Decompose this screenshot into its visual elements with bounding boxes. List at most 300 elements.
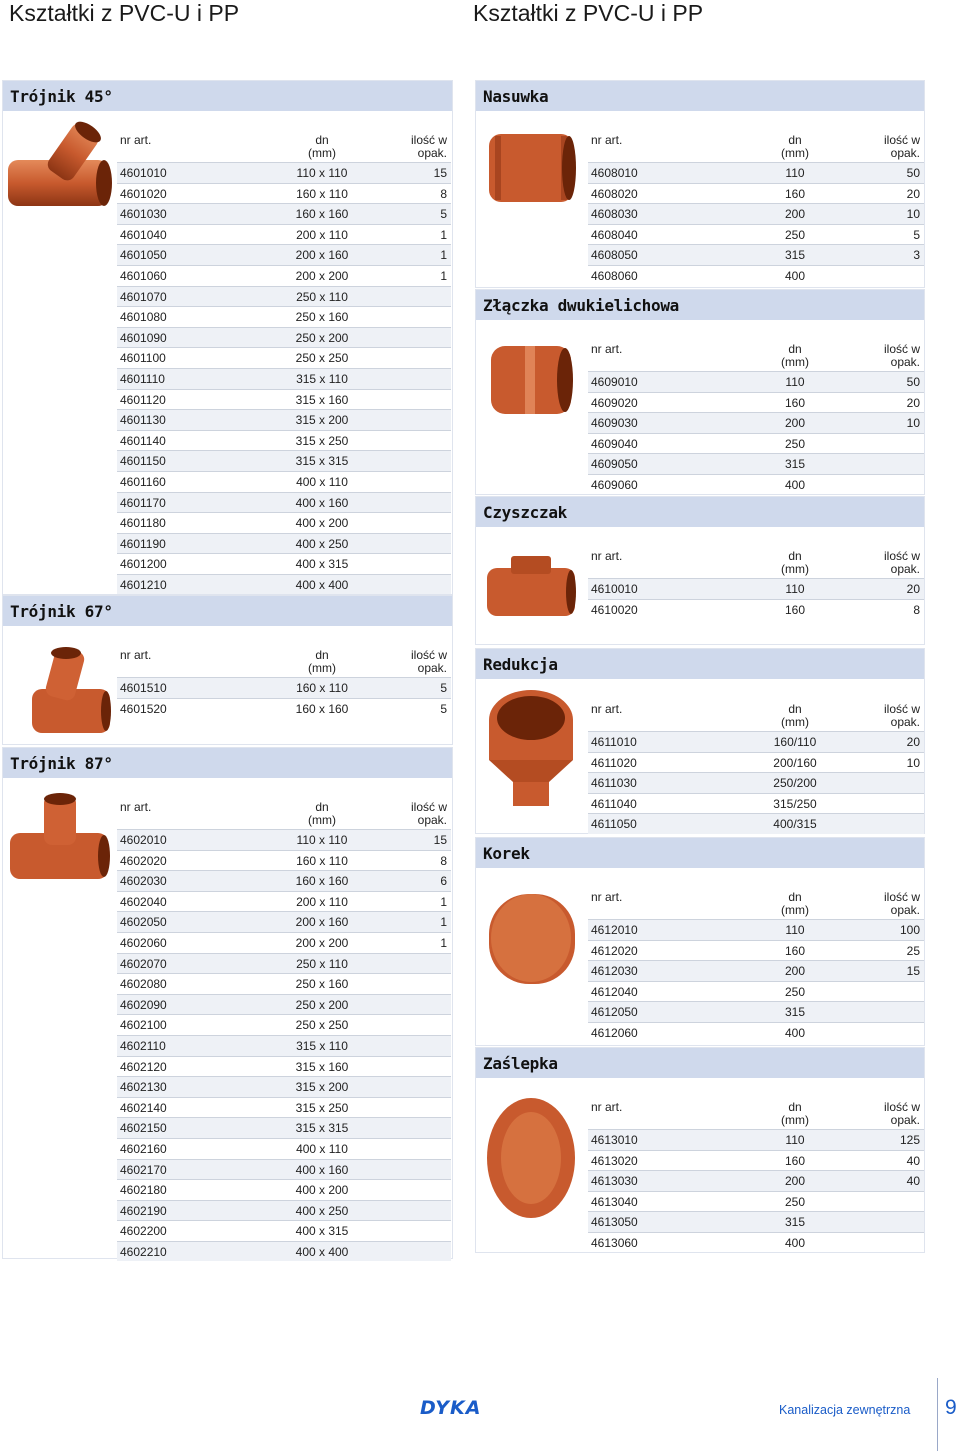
cell-nr-art: 4602120 — [120, 1059, 167, 1074]
table-row — [588, 474, 924, 495]
header-ilosc-line1: ilość w — [410, 133, 447, 147]
cell-dn: 110 — [785, 1133, 805, 1147]
header-dn-line2: (mm) — [781, 1113, 809, 1127]
header-ilosc-line1: ilość w — [883, 133, 920, 147]
cell-nr-art: 4601510 — [120, 681, 167, 695]
cell-dn: 250 x 160 — [295, 977, 349, 992]
cell-dn: 400 x 110 — [296, 474, 348, 489]
cell-ilosc: 20 — [906, 395, 920, 410]
table-header — [588, 1097, 924, 1129]
cell-ilosc: 1 — [440, 894, 447, 909]
table-row — [117, 994, 451, 1015]
header-ilosc — [884, 703, 920, 729]
table-row — [117, 850, 451, 871]
table-trojnik-67 — [117, 645, 451, 718]
table-row — [117, 574, 451, 595]
cell-nr-art: 4602100 — [120, 1018, 167, 1033]
cell-nr-art: 4601100 — [120, 351, 166, 366]
table-row — [588, 371, 924, 392]
cell-dn: 200 — [784, 416, 806, 431]
header-ilosc-line1: ilość w — [410, 648, 447, 662]
cell-ilosc: 1 — [440, 935, 447, 950]
cell-dn: 200/160 — [773, 755, 817, 770]
header-nr: nr art. — [591, 549, 623, 563]
cell-nr-art: 4602170 — [120, 1162, 167, 1177]
cell-dn: 160 x 160 — [295, 874, 349, 889]
table-nasuwka — [588, 130, 924, 286]
table-trojnik-45 — [117, 130, 451, 594]
cell-dn: 250 x 250 — [295, 351, 349, 366]
table-row — [588, 244, 924, 265]
cell-nr-art: 4601180 — [120, 516, 166, 531]
cell-nr-art: 4601160 — [120, 474, 166, 489]
table-zaslepka — [588, 1097, 924, 1253]
table-row — [588, 940, 924, 961]
cell-dn: 250 x 110 — [296, 956, 348, 971]
header-dn-line1: dn — [788, 342, 802, 356]
cell-dn: 250 x 200 — [295, 997, 349, 1012]
cell-nr-art: 4601050 — [120, 248, 167, 263]
header-ilosc-line2: opak. — [890, 715, 920, 729]
header-ilosc-line2: opak. — [890, 355, 920, 369]
cell-nr-art: 4601080 — [120, 310, 167, 325]
cell-nr-art: 4611030 — [591, 776, 637, 791]
cell-ilosc: 125 — [899, 1133, 920, 1147]
header-nr: nr art. — [591, 702, 623, 716]
cell-nr-art: 4610020 — [591, 602, 638, 617]
cell-nr-art: 4602150 — [120, 1121, 167, 1136]
table-row — [117, 347, 451, 368]
cell-dn: 315 x 110 — [296, 1038, 348, 1053]
header-dn — [765, 550, 825, 576]
table-row — [117, 162, 451, 183]
cell-dn: 110 — [785, 166, 805, 180]
table-row — [588, 752, 924, 773]
cell-nr-art: 4609050 — [591, 457, 638, 472]
cell-nr-art: 4612010 — [591, 923, 638, 937]
table-row — [117, 953, 451, 974]
cell-dn: 200 x 160 — [295, 915, 349, 930]
cell-dn: 315 — [784, 1005, 806, 1020]
cell-nr-art: 4601200 — [120, 557, 167, 572]
cell-dn: 110 — [785, 923, 805, 937]
cell-nr-art: 4601070 — [120, 289, 167, 304]
table-row — [117, 870, 451, 891]
cell-ilosc: 5 — [440, 701, 447, 716]
cell-ilosc: 1 — [440, 268, 447, 283]
cell-dn: 400 x 160 — [295, 495, 349, 510]
header-dn-line1: dn — [315, 133, 329, 147]
cell-dn: 200 x 200 — [295, 935, 349, 950]
cell-nr-art: 4602180 — [120, 1183, 167, 1198]
header-dn-line1: dn — [315, 800, 329, 814]
cell-nr-art: 4608050 — [591, 248, 638, 263]
cell-dn: 200 x 110 — [296, 894, 348, 909]
cell-ilosc: 15 — [433, 166, 447, 180]
header-ilosc-line1: ilość w — [883, 1100, 920, 1114]
header-nr: nr art. — [120, 648, 152, 662]
table-row — [588, 1191, 924, 1212]
cell-nr-art: 4601130 — [120, 413, 166, 428]
table-row — [117, 203, 451, 224]
cell-nr-art: 4612050 — [591, 1005, 638, 1020]
table-row — [117, 244, 451, 265]
header-ilosc — [411, 649, 447, 675]
table-row — [117, 492, 451, 513]
table-row — [588, 1001, 924, 1022]
trojnik-45-image — [6, 118, 114, 230]
cell-nr-art: 4602110 — [120, 1038, 166, 1053]
cell-nr-art: 4613010 — [591, 1133, 638, 1147]
header-dn-line2: (mm) — [781, 715, 809, 729]
header-ilosc — [411, 801, 447, 827]
table-row — [117, 533, 451, 554]
cell-nr-art: 4609060 — [591, 477, 638, 492]
cell-nr-art: 4613030 — [591, 1174, 638, 1189]
cell-nr-art: 4601060 — [120, 268, 167, 283]
footer-section-text: Kanalizacja zewnętrzna — [779, 1403, 911, 1417]
table-row — [588, 599, 924, 620]
table-row — [117, 1076, 451, 1097]
header-nr: nr art. — [120, 133, 152, 147]
cell-dn: 110 x 110 — [296, 833, 348, 847]
table-header — [588, 130, 924, 162]
table-row — [117, 430, 451, 451]
cell-nr-art: 4608010 — [591, 166, 638, 180]
cell-dn: 250 — [784, 227, 806, 242]
table-row — [117, 1138, 451, 1159]
cell-ilosc: 40 — [906, 1153, 920, 1168]
header-dn-line1: dn — [788, 890, 802, 904]
cell-dn: 160 x 110 — [296, 681, 348, 695]
table-row — [117, 698, 451, 719]
cell-ilosc: 6 — [440, 874, 447, 889]
cell-dn: 315 x 110 — [296, 371, 348, 386]
table-header — [117, 130, 451, 162]
table-row — [588, 919, 924, 940]
page-title-left: Kształtki z PVC-U i PP — [9, 0, 240, 26]
table-redukcja — [588, 699, 924, 834]
cell-dn: 400 x 250 — [295, 1203, 349, 1218]
cell-ilosc: 5 — [913, 227, 920, 242]
cell-ilosc: 50 — [906, 166, 920, 180]
redukcja-image — [485, 686, 577, 810]
table-row — [588, 453, 924, 474]
table-row — [117, 306, 451, 327]
table-row — [588, 960, 924, 981]
cell-nr-art: 4602010 — [120, 833, 167, 847]
cell-dn: 400 x 160 — [295, 1162, 349, 1177]
table-row — [117, 1159, 451, 1180]
cell-ilosc: 1 — [440, 915, 447, 930]
cell-dn: 315 x 200 — [295, 413, 349, 428]
header-dn — [292, 649, 352, 675]
cell-dn: 315 — [784, 1215, 806, 1230]
cell-dn: 315 x 250 — [295, 433, 349, 448]
footer-divider — [937, 1378, 938, 1451]
cell-ilosc: 8 — [440, 186, 447, 201]
table-row — [117, 1241, 451, 1262]
cell-ilosc: 15 — [906, 964, 920, 979]
table-row — [588, 793, 924, 814]
table-row — [588, 1150, 924, 1171]
cell-dn: 400 x 110 — [296, 1141, 348, 1156]
cell-nr-art: 4602050 — [120, 915, 167, 930]
header-ilosc-line2: opak. — [417, 146, 447, 160]
cell-nr-art: 4602040 — [120, 894, 167, 909]
zaslepka-image — [485, 1094, 577, 1222]
header-dn-line1: dn — [788, 1100, 802, 1114]
korek-image — [487, 884, 577, 992]
header-dn-line1: dn — [788, 549, 802, 563]
section-title: Złączka dwukielichowa — [476, 290, 924, 320]
cell-dn: 200 — [784, 964, 806, 979]
cell-dn: 400 — [784, 1235, 806, 1250]
header-ilosc-line1: ilość w — [883, 549, 920, 563]
cell-ilosc: 1 — [440, 227, 447, 242]
table-row — [117, 891, 451, 912]
table-row — [588, 813, 924, 834]
cell-nr-art: 4602070 — [120, 956, 167, 971]
table-czyszczak — [588, 546, 924, 619]
table-row — [117, 327, 451, 348]
header-dn-line2: (mm) — [781, 903, 809, 917]
cell-dn: 250 x 250 — [295, 1018, 349, 1033]
cell-dn: 250 — [784, 984, 806, 999]
trojnik-67-image — [30, 643, 112, 741]
cell-nr-art: 4601210 — [120, 577, 167, 592]
page-number: 9 — [945, 1396, 957, 1419]
header-dn-line2: (mm) — [308, 661, 336, 675]
cell-nr-art: 4601110 — [120, 371, 165, 386]
cell-dn: 160 x 160 — [295, 207, 349, 222]
cell-nr-art: 4612020 — [591, 943, 638, 958]
cell-ilosc: 10 — [906, 416, 920, 431]
table-row — [588, 392, 924, 413]
cell-dn: 250 x 200 — [295, 330, 349, 345]
cell-nr-art: 4602020 — [120, 853, 167, 868]
cell-nr-art: 4602080 — [120, 977, 167, 992]
header-ilosc-line1: ilość w — [410, 800, 447, 814]
table-row — [588, 1211, 924, 1232]
table-row — [588, 412, 924, 433]
cell-dn: 200 x 200 — [295, 268, 349, 283]
header-ilosc — [884, 1101, 920, 1127]
cell-nr-art: 4613050 — [591, 1215, 638, 1230]
table-row — [117, 1056, 451, 1077]
header-dn-line2: (mm) — [781, 562, 809, 576]
cell-nr-art: 4611010 — [591, 735, 637, 749]
table-row — [117, 183, 451, 204]
nasuwka-image — [485, 124, 577, 212]
table-row — [588, 162, 924, 183]
cell-nr-art: 4601040 — [120, 227, 167, 242]
cell-nr-art: 4609020 — [591, 395, 638, 410]
cell-ilosc: 8 — [440, 853, 447, 868]
header-nr: nr art. — [591, 342, 623, 356]
czyszczak-image — [485, 546, 577, 628]
header-ilosc-line2: opak. — [890, 562, 920, 576]
cell-dn: 315 x 315 — [295, 1121, 349, 1136]
header-nr: nr art. — [120, 800, 152, 814]
table-row — [117, 450, 451, 471]
cell-nr-art: 4608040 — [591, 227, 638, 242]
table-row — [588, 183, 924, 204]
cell-dn: 315 x 250 — [295, 1100, 349, 1115]
table-row — [588, 224, 924, 245]
cell-nr-art: 4609030 — [591, 416, 638, 431]
table-row — [117, 265, 451, 286]
header-nr: nr art. — [591, 1100, 623, 1114]
header-dn — [765, 134, 825, 160]
header-ilosc-line2: opak. — [417, 813, 447, 827]
table-row — [588, 578, 924, 599]
cell-nr-art: 4601520 — [120, 701, 167, 716]
section-title: Zaślepka — [476, 1048, 924, 1078]
table-row — [117, 1200, 451, 1221]
table-row — [588, 433, 924, 454]
table-row — [117, 286, 451, 307]
table-row — [117, 911, 451, 932]
cell-dn: 315 — [784, 457, 806, 472]
cell-nr-art: 4602160 — [120, 1141, 167, 1156]
header-ilosc — [884, 134, 920, 160]
cell-dn: 160 x 110 — [296, 186, 348, 201]
header-dn — [292, 801, 352, 827]
cell-dn: 160/110 — [773, 735, 817, 749]
header-dn — [765, 1101, 825, 1127]
cell-dn: 315/250 — [773, 796, 817, 811]
cell-ilosc: 100 — [899, 923, 920, 937]
header-dn-line1: dn — [788, 702, 802, 716]
table-row — [117, 368, 451, 389]
header-dn — [765, 343, 825, 369]
table-row — [588, 265, 924, 286]
zlaczka-image — [485, 336, 577, 426]
table-header — [588, 887, 924, 919]
table-row — [117, 409, 451, 430]
cell-dn: 160 x 110 — [296, 853, 348, 868]
table-row — [117, 973, 451, 994]
cell-nr-art: 4601170 — [120, 495, 166, 510]
cell-dn: 200 x 110 — [296, 227, 348, 242]
cell-dn: 400 x 400 — [295, 1244, 349, 1259]
cell-dn: 160 — [784, 186, 806, 201]
cell-dn: 400 — [784, 477, 806, 492]
cell-nr-art: 4601030 — [120, 207, 167, 222]
cell-nr-art: 4601140 — [120, 433, 166, 448]
table-header — [117, 797, 451, 829]
header-nr: nr art. — [591, 133, 623, 147]
table-row — [117, 1014, 451, 1035]
table-row — [117, 932, 451, 953]
table-row — [117, 224, 451, 245]
table-header — [588, 699, 924, 731]
cell-dn: 400 x 315 — [295, 1224, 349, 1239]
cell-dn: 315 — [784, 248, 806, 263]
header-ilosc-line2: opak. — [890, 146, 920, 160]
cell-nr-art: 4602210 — [120, 1244, 167, 1259]
cell-ilosc: 25 — [906, 943, 920, 958]
cell-dn: 400 — [784, 268, 806, 283]
cell-nr-art: 4602060 — [120, 935, 167, 950]
cell-nr-art: 4608030 — [591, 207, 638, 222]
cell-dn: 250 x 110 — [296, 289, 348, 304]
table-row — [117, 1035, 451, 1056]
table-row — [588, 203, 924, 224]
dyka-logo: DYKA — [420, 1397, 482, 1419]
table-row — [588, 731, 924, 752]
cell-nr-art: 4601020 — [120, 186, 167, 201]
table-korek — [588, 887, 924, 1043]
section-title: Trójnik 45° — [3, 81, 452, 111]
table-row — [117, 1179, 451, 1200]
cell-nr-art: 4601120 — [120, 392, 166, 407]
cell-dn: 160 x 160 — [295, 701, 349, 716]
cell-ilosc: 5 — [440, 207, 447, 222]
table-zlaczka — [588, 339, 924, 495]
table-row — [117, 677, 451, 698]
cell-nr-art: 4609010 — [591, 375, 638, 389]
table-header — [588, 546, 924, 578]
table-row — [117, 553, 451, 574]
cell-dn: 250 x 160 — [295, 310, 349, 325]
section-title: Redukcja — [476, 649, 924, 679]
cell-dn: 160 — [784, 1153, 806, 1168]
header-ilosc — [411, 134, 447, 160]
cell-dn: 315 x 160 — [295, 392, 349, 407]
cell-dn: 200 — [784, 207, 806, 222]
cell-ilosc: 1 — [440, 248, 447, 263]
table-header — [588, 339, 924, 371]
cell-dn: 160 — [784, 943, 806, 958]
header-dn — [292, 134, 352, 160]
cell-nr-art: 4602030 — [120, 874, 167, 889]
cell-nr-art: 4613040 — [591, 1194, 638, 1209]
cell-ilosc: 5 — [440, 681, 447, 695]
cell-ilosc: 10 — [906, 207, 920, 222]
cell-dn: 400 x 315 — [295, 557, 349, 572]
cell-nr-art: 4613020 — [591, 1153, 638, 1168]
cell-nr-art: 4602130 — [120, 1080, 167, 1095]
section-title: Trójnik 87° — [3, 748, 452, 778]
cell-dn: 110 — [785, 582, 805, 596]
cell-nr-art: 4601190 — [120, 536, 166, 551]
table-row — [117, 1220, 451, 1241]
cell-ilosc: 8 — [913, 602, 920, 617]
cell-dn: 160 — [784, 395, 806, 410]
section-title: Trójnik 67° — [3, 596, 452, 626]
cell-ilosc: 15 — [433, 833, 447, 847]
table-header — [117, 645, 451, 677]
cell-dn: 200 — [784, 1174, 806, 1189]
cell-nr-art: 4601010 — [120, 166, 167, 180]
header-nr: nr art. — [591, 890, 623, 904]
cell-nr-art: 4611040 — [591, 796, 637, 811]
cell-nr-art: 4602200 — [120, 1224, 167, 1239]
cell-dn: 250 — [784, 1194, 806, 1209]
header-ilosc-line2: opak. — [890, 1113, 920, 1127]
header-ilosc-line1: ilość w — [883, 342, 920, 356]
header-dn-line2: (mm) — [781, 355, 809, 369]
cell-nr-art: 4612060 — [591, 1025, 638, 1040]
table-row — [588, 1232, 924, 1253]
cell-nr-art: 4609040 — [591, 436, 638, 451]
header-dn-line2: (mm) — [308, 813, 336, 827]
cell-nr-art: 4601090 — [120, 330, 167, 345]
table-row — [117, 1097, 451, 1118]
table-row — [588, 1129, 924, 1150]
